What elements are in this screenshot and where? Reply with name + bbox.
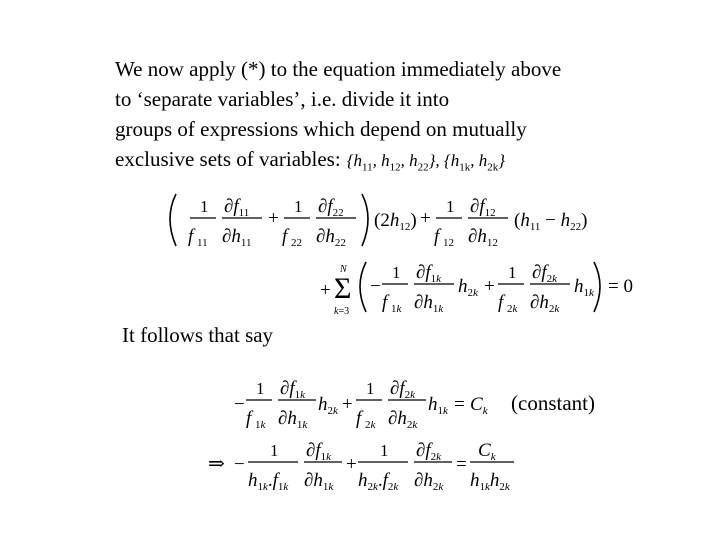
svg-text:∂f2k: $\partial f_{2k}$	[532, 262, 558, 285]
svg-text:∂f1k: $\partial f_{1k}$	[280, 378, 306, 401]
svg-text:+: +	[320, 280, 331, 301]
svg-text:1k: 1k	[255, 419, 266, 431]
intro-line-1: We now apply (*) to the equation immediately above	[115, 57, 562, 81]
follows-text: It follows that say	[122, 323, 274, 347]
svg-text:h2k.f2k: $h_{2k}.f_{2k}$	[358, 470, 399, 493]
svg-text:∂h2k: $\partial h_{2k}$	[414, 470, 444, 493]
svg-text:22: 22	[291, 237, 302, 249]
svg-text:−: −	[234, 454, 245, 475]
svg-text:=: =	[454, 394, 465, 415]
svg-text:1: 1	[200, 197, 209, 216]
svg-text:⇒: ⇒	[208, 453, 225, 475]
svg-text:∂h22: $\partial h_{22}$	[316, 226, 346, 249]
svg-text:f: f	[188, 226, 194, 247]
svg-text:∂f2k: $\partial f_{2k}$	[416, 440, 442, 463]
svg-text:1: 1	[294, 197, 303, 216]
svg-text:∂h1k: $\partial h_{1k}$	[304, 470, 334, 493]
separated-equation	[160, 188, 633, 320]
svg-text:12: 12	[443, 237, 454, 249]
svg-text:+: +	[342, 394, 353, 415]
svg-text:+: +	[420, 208, 431, 229]
svg-text:= 0: = 0	[608, 276, 633, 297]
svg-text:Ck: $C_k$	[470, 394, 488, 417]
svg-text:f: f	[382, 292, 388, 313]
svg-text:+: +	[268, 208, 279, 229]
svg-text:1: 1	[392, 263, 401, 282]
svg-text:f: f	[434, 226, 440, 247]
intro-line-4: exclusive sets of variables:	[115, 147, 341, 171]
svg-text:−: −	[234, 394, 245, 415]
intro-line-3: groups of expressions which depend on mutually	[115, 117, 527, 141]
intro-line-2: to ‘separate variables’, i.e. divide it into	[115, 87, 450, 111]
svg-text:∂f22: $\partial f_{22}$	[318, 196, 344, 219]
constant-label: (constant)	[511, 391, 595, 415]
svg-text:2k: 2k	[507, 303, 518, 315]
svg-text:N: N	[340, 264, 347, 275]
svg-text:∂h12: $\partial h_{12}$	[468, 226, 498, 249]
svg-text:(h11 − h22): $(h_{11} - h_{22})$	[514, 210, 588, 233]
svg-text:1: 1	[446, 197, 455, 216]
svg-text:∂f2k: $\partial f_{2k}$	[390, 378, 416, 401]
svg-text:1: 1	[508, 263, 517, 282]
svg-text:+: +	[346, 454, 357, 475]
svg-text:k=3: k=3	[334, 306, 350, 317]
svg-text:11: 11	[197, 237, 208, 249]
svg-text:h1k: $h_{1k}$	[574, 276, 594, 299]
svg-text:∂h2k: $\partial h_{2k}$	[530, 292, 560, 315]
intro-line-4-wrap	[115, 144, 675, 182]
svg-text:−: −	[370, 276, 381, 297]
svg-text:∂f12: $\partial f_{12}$	[470, 196, 496, 219]
svg-text:∂f1k: $\partial f_{1k}$	[416, 262, 442, 285]
svg-text:Σ: Σ	[334, 272, 352, 305]
svg-text:(2h12): $(2h_{12})$	[374, 210, 417, 233]
svg-text:+: +	[484, 276, 495, 297]
svg-text:2k: 2k	[365, 419, 376, 431]
svg-text:f: f	[246, 408, 252, 429]
svg-text:1: 1	[366, 379, 375, 398]
svg-text:1k: 1k	[391, 303, 402, 315]
svg-text:=: =	[456, 454, 467, 475]
svg-text:∂h1k: $\partial h_{1k}$	[278, 408, 308, 431]
svg-text:f: f	[498, 292, 504, 313]
variable-sets: {$h_{11}$, $h_{12}$, $h_{22}$}, {$h_{1k}$, $h_{2k}$}	[346, 151, 506, 174]
svg-text:1: 1	[270, 441, 279, 460]
svg-text:h1kh2k: $h_{1k}h_{2k}$	[470, 470, 510, 493]
svg-text:∂h2k: $\partial h_{2k}$	[388, 408, 418, 431]
svg-text:h2k: $h_{2k}$	[318, 394, 338, 417]
svg-text:1: 1	[380, 441, 389, 460]
intro-paragraph	[115, 54, 675, 182]
constant-equation	[232, 372, 502, 436]
svg-text:∂f1k: $\partial f_{1k}$	[306, 440, 332, 463]
svg-text:∂f11: $\partial f_{11}$	[224, 196, 250, 219]
svg-text:h1k: $h_{1k}$	[428, 394, 448, 417]
svg-text:h1k.f1k: $h_{1k}.f_{1k}$	[248, 470, 289, 493]
svg-text:∂h1k: $\partial h_{1k}$	[414, 292, 444, 315]
implied-equation	[208, 436, 518, 498]
svg-text:∂h11: $\partial h_{11}$	[222, 226, 252, 249]
svg-text:h2k: $h_{2k}$	[458, 276, 478, 299]
svg-text:Ck: $C_k$	[478, 440, 496, 463]
svg-text:1: 1	[256, 379, 265, 398]
svg-text:f: f	[356, 408, 362, 429]
svg-text:f: f	[282, 226, 288, 247]
